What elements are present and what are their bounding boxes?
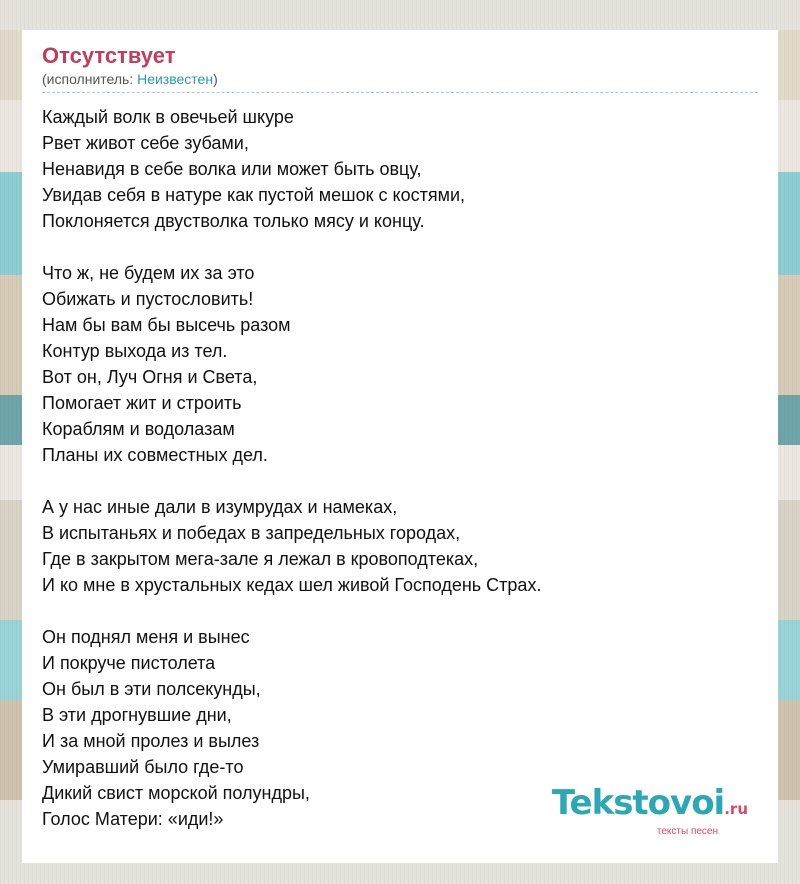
lyric-line: Вот он, Луч Огня и Света, (42, 367, 258, 387)
lyric-line: Он был в эти полсекунды, (42, 679, 261, 699)
lyric-line: А у нас иные дали в изумрудах и намеках, (42, 497, 398, 517)
lyrics-body (42, 104, 758, 832)
lyric-line: В испытаньях и победах в запредельных городах, (42, 523, 461, 543)
lyric-line: Голос Матери: «иди!» (42, 809, 224, 829)
lyric-line: Что ж, не будем их за это (42, 263, 255, 283)
lyric-line: Помогает жит и строить (42, 393, 242, 413)
lyric-line: В эти дрогнувшие дни, (42, 705, 232, 725)
artist-link[interactable]: Неизвестен (137, 71, 214, 87)
stanza (42, 494, 758, 598)
logo-wordmark (552, 785, 748, 827)
lyric-line: И за мной пролез и вылез (42, 731, 260, 751)
logo-name: Tekstovoi (551, 783, 725, 823)
lyric-line: Дикий свист морской полундры, (42, 783, 310, 803)
lyrics-card (22, 30, 778, 863)
lyric-line: Кораблям и водолазам (42, 419, 235, 439)
logo-tagline: тексты песен (656, 826, 718, 837)
lyric-line: Умиравший было где-то (42, 757, 244, 777)
lyric-line: Каждый волк в овечьей шкуре (42, 107, 294, 127)
site-logo[interactable] (552, 785, 748, 837)
logo-tld: .ru (724, 800, 748, 818)
artist-prefix: (исполнитель: (42, 71, 138, 87)
song-title: Отсутствует (42, 43, 176, 68)
artist-suffix: ) (213, 71, 218, 87)
lyric-line: Контур выхода из тел. (42, 341, 228, 361)
lyric-line: Рвет живот себе зубами, (42, 133, 249, 153)
lyric-line: Увидав себя в натуре как пустой мешок с костями, (42, 185, 466, 205)
stanza (42, 260, 758, 468)
lyric-line: Планы их совместных дел. (42, 445, 268, 465)
lyric-line: Нам бы вам бы высечь разом (42, 315, 291, 335)
lyric-line: Обижать и пустословить! (42, 289, 254, 309)
lyric-line: Он поднял меня и вынес (42, 627, 250, 647)
artist-line (42, 70, 758, 93)
lyric-line: Где в закрытом мега-зале я лежал в кровоподтеках, (42, 549, 479, 569)
stanza (42, 104, 758, 234)
lyric-line: И покруче пистолета (42, 653, 216, 673)
lyric-line: И ко мне в хрустальных кедах шел живой Господень Страх. (42, 575, 542, 595)
lyric-line: Ненавидя в себе волка или может быть овцу, (42, 159, 422, 179)
lyric-line: Поклоняется двустволка только мясу и концу. (42, 211, 425, 231)
